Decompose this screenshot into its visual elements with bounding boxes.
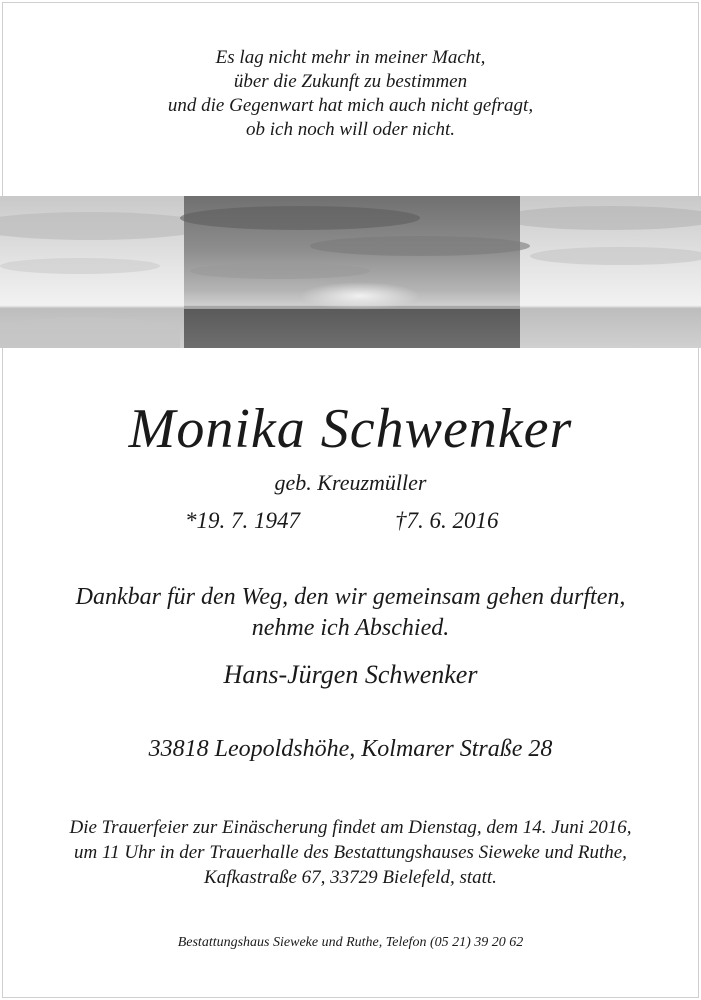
farewell-line: Dankbar für den Weg, den wir gemeinsam gehen durften, [75,584,626,610]
poem-line: über die Zukunft zu bestimmen [233,71,468,92]
farewell-line: nehme ich Abschied. [251,615,450,641]
deceased-name: Monika Schwenker [128,398,573,460]
mourner-address: 33818 Leopoldshöhe, Kolmarer Straße 28 [148,736,553,762]
life-dates [0,506,701,536]
poem [0,46,701,142]
poem-line: und die Gegenwart hat mich auch nicht gefragt, [167,95,534,116]
ceremony-line: Die Trauerfeier zur Einäscherung findet am Dienstag, dem 14. Juni 2016, [69,817,632,838]
ceremony-line: Kafkastraße 67, 33729 Bielefeld, statt. [204,867,497,888]
poem-line: Es lag nicht mehr in meiner Macht, [215,47,486,68]
farewell-text [0,582,701,644]
funeral-home-footer: Bestattungshaus Sieweke und Ruthe, Telefon (05 21) 39 20 62 [177,935,524,950]
mourner-name: Hans-Jürgen Schwenker [223,660,478,689]
birth-date: *19. 7. 1947 [185,508,300,533]
ceremony-notice [0,815,701,890]
poem-line: ob ich noch will oder nicht. [246,119,455,140]
death-date: †7. 6. 2016 [395,508,499,533]
sea-horizon-photo [0,196,701,348]
ceremony-line: um 11 Uhr in der Trauerhalle des Bestattungshauses Sieweke und Ruthe, [74,842,627,863]
maiden-name: geb. Kreuzmüller [274,470,427,495]
